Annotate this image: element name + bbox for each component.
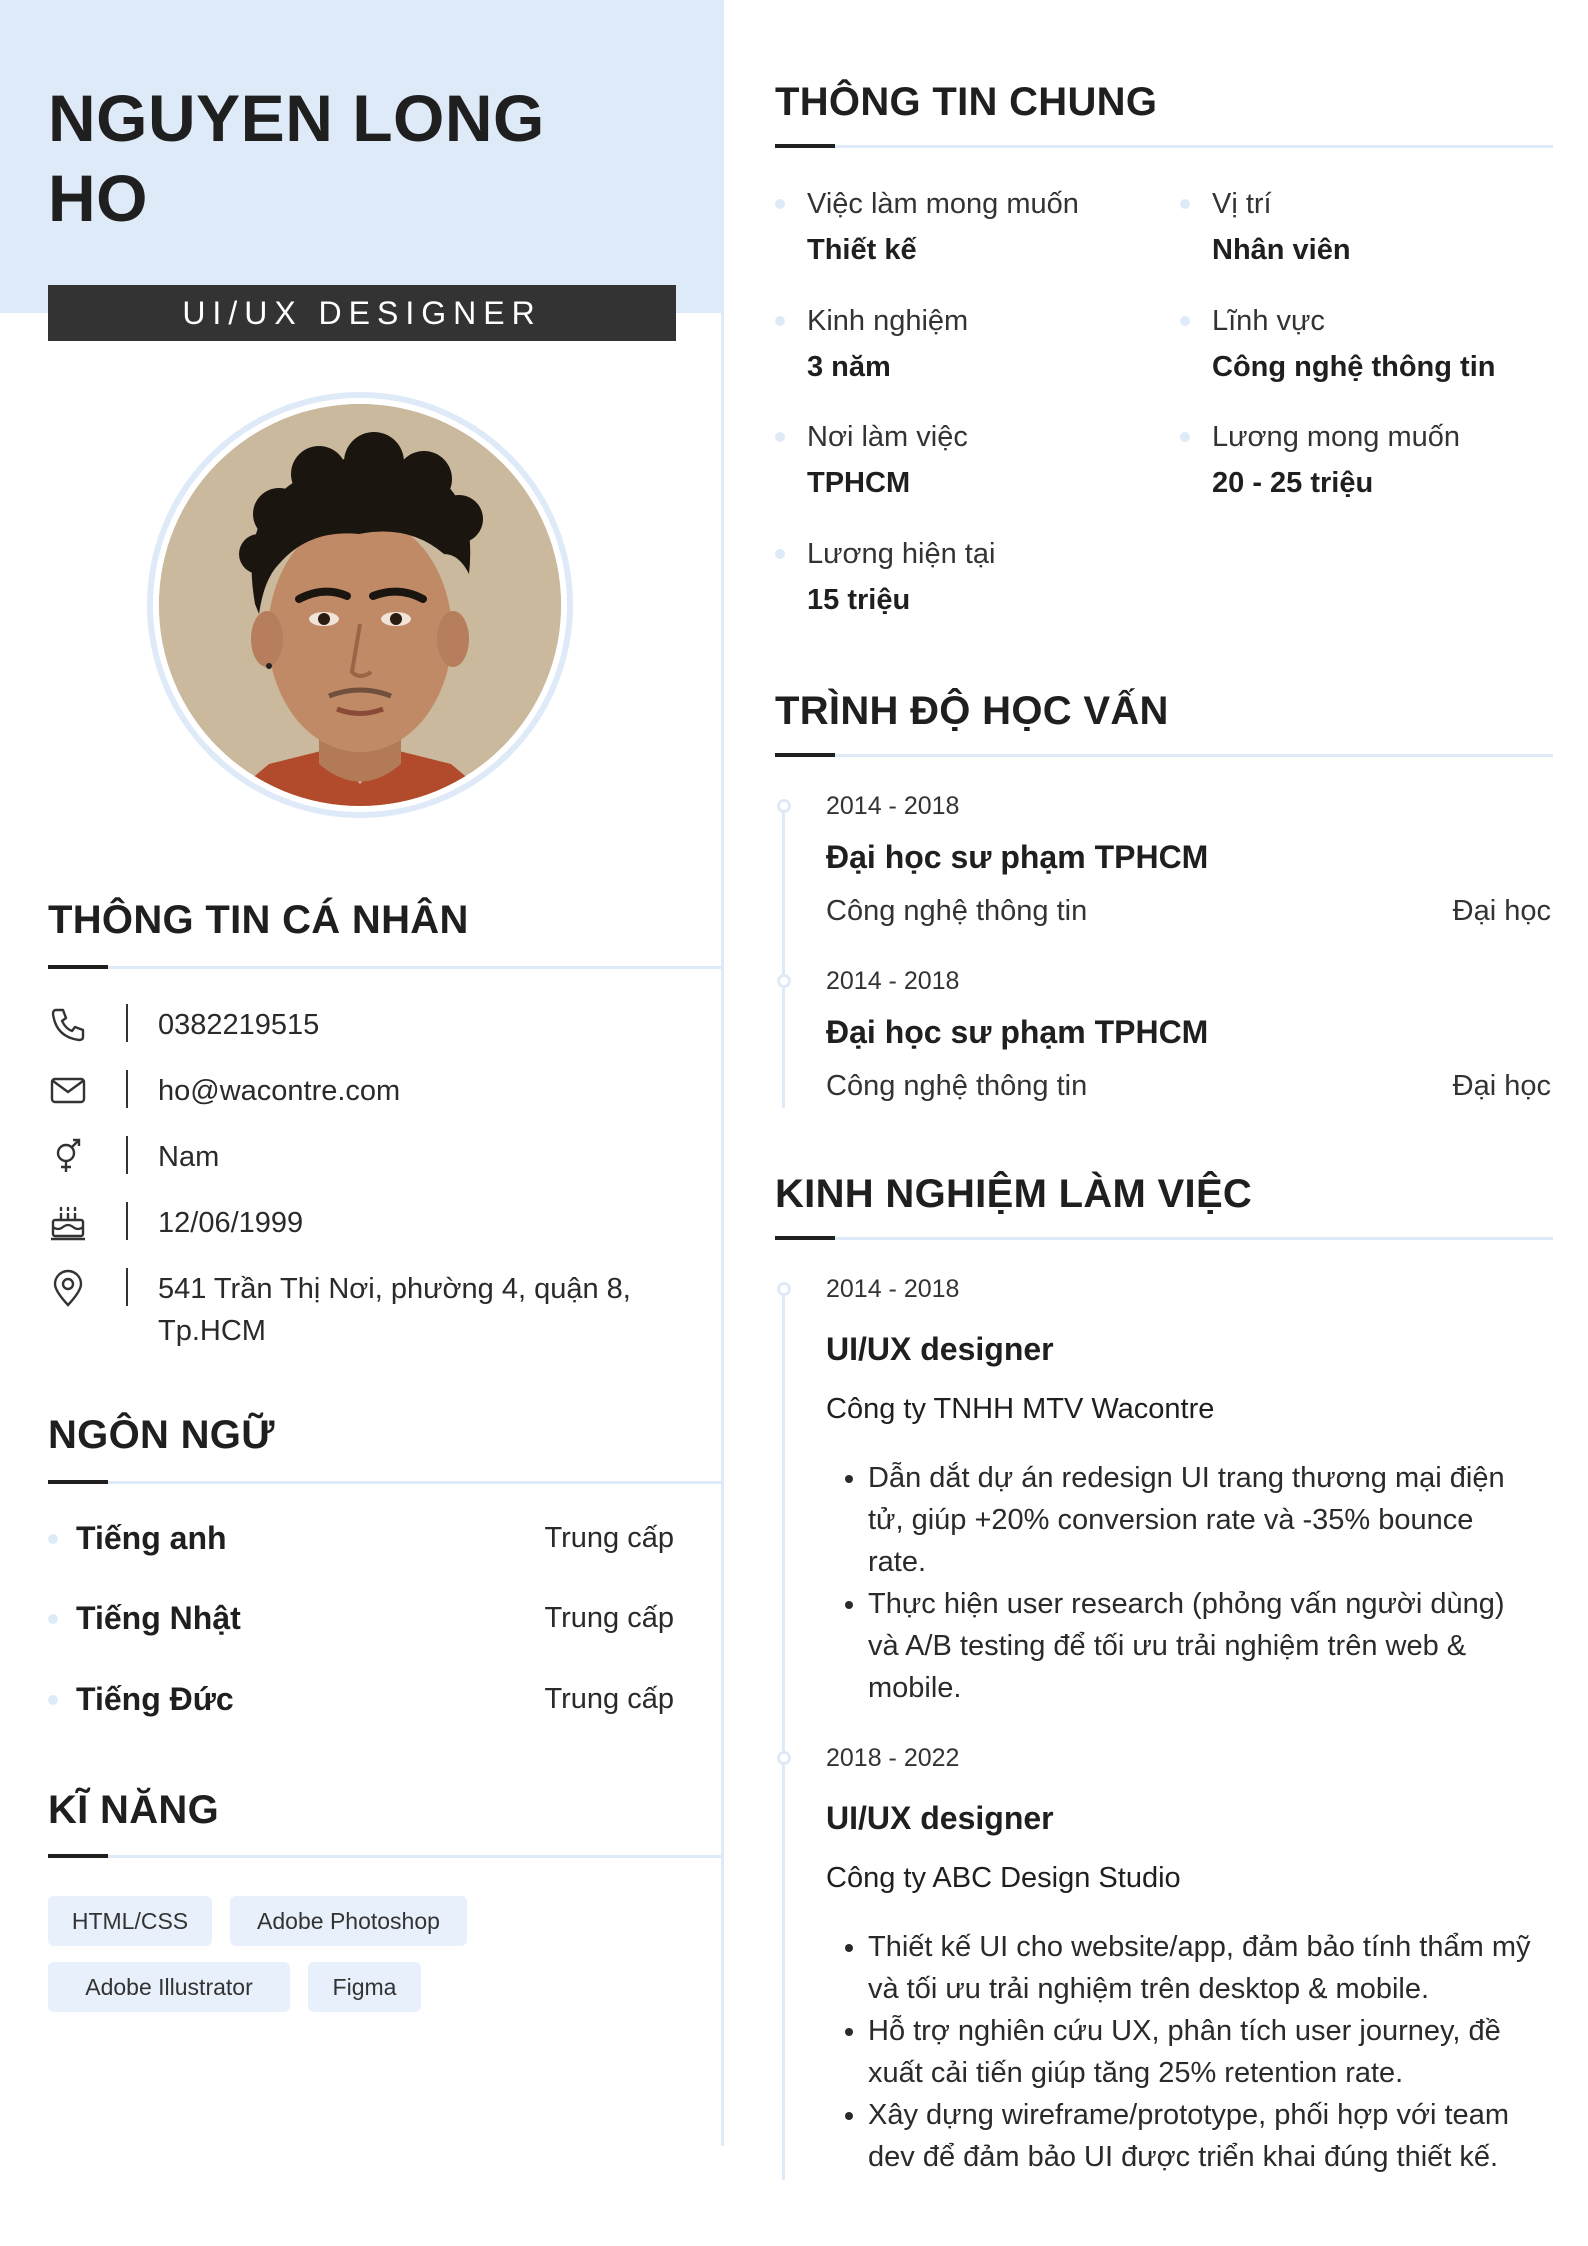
education-degree: Đại học — [1452, 1070, 1551, 1102]
info-desired-salary — [1212, 417, 1460, 500]
info-value: 3 năm — [807, 351, 891, 383]
skill-chip: Adobe Photoshop — [230, 1896, 467, 1946]
education-period: 2014 - 2018 — [826, 967, 960, 995]
candidate-name — [48, 78, 545, 238]
name-line-2: HO — [48, 161, 148, 235]
contact-email — [48, 1070, 668, 1112]
address-line-2: Tp.HCM — [158, 1315, 266, 1347]
address-value — [158, 1268, 631, 1352]
education-school: Đại học sư phạm TPHCM — [826, 839, 1209, 875]
contact-phone — [48, 1004, 668, 1046]
info-value: 20 - 25 triệu — [1212, 467, 1374, 499]
info-position — [1212, 184, 1351, 267]
separator — [126, 1070, 128, 1108]
separator — [126, 1202, 128, 1240]
language-item — [48, 1520, 674, 1557]
separator — [126, 1268, 128, 1306]
section-rule — [775, 754, 1553, 757]
skill-chip: Figma — [308, 1962, 421, 2012]
info-value: 15 triệu — [807, 584, 911, 616]
email-value: ho@wacontre.com — [158, 1075, 401, 1107]
section-rule-accent — [48, 1480, 108, 1484]
experience-period: 2014 - 2018 — [826, 1275, 960, 1303]
info-label: Lương mong muốn — [1212, 417, 1460, 457]
languages-heading: NGÔN NGỮ — [48, 1413, 275, 1457]
job-title-bar — [48, 285, 676, 341]
info-label: Nơi làm việc — [807, 417, 968, 457]
section-rule-accent — [48, 1854, 108, 1858]
language-level: Trung cấp — [544, 1522, 674, 1554]
contact-gender — [48, 1136, 668, 1178]
info-current-salary — [807, 534, 995, 617]
experience-company: Công ty ABC Design Studio — [826, 1862, 1181, 1894]
personal-info-heading: THÔNG TIN CÁ NHÂN — [48, 898, 469, 942]
gender-value: Nam — [158, 1141, 220, 1173]
info-label: Lương hiện tại — [807, 534, 995, 574]
section-rule — [48, 1481, 724, 1484]
education-heading: TRÌNH ĐỘ HỌC VẤN — [775, 689, 1169, 733]
section-rule — [48, 1855, 724, 1858]
experience-bullet: • Xây dựng wireframe/prototype, phối hợp với team dev để đảm bảo UI được triển khai đúng thiết kế. — [868, 2094, 1538, 2178]
info-value: Nhân viên — [1212, 234, 1351, 266]
info-value: Thiết kế — [807, 234, 917, 266]
info-value: Công nghệ thông tin — [1212, 351, 1496, 383]
timeline-dot — [777, 1282, 791, 1296]
mail-icon — [48, 1070, 88, 1110]
experience-bullet: • Thực hiện user research (phỏng vấn người dùng) và A/B testing để tối ưu trải nghiệm trên web & mobile. — [868, 1583, 1538, 1709]
column-divider — [721, 0, 724, 2146]
experience-heading: KINH NGHIỆM LÀM VIỆC — [775, 1172, 1253, 1216]
timeline-dot — [777, 1751, 791, 1765]
language-name: Tiếng anh — [48, 1520, 227, 1557]
experience-bullet: • Thiết kế UI cho website/app, đảm bảo tính thẩm mỹ và tối ưu trải nghiệm trên desktop & mobile. — [868, 1926, 1538, 2010]
info-desired-job — [807, 184, 1079, 267]
info-label: Việc làm mong muốn — [807, 184, 1079, 224]
education-major: Công nghệ thông tin — [826, 1070, 1088, 1102]
language-level: Trung cấp — [544, 1683, 674, 1715]
skill-chip: HTML/CSS — [48, 1896, 212, 1946]
section-rule-accent — [775, 1236, 835, 1240]
info-experience — [807, 301, 968, 384]
info-value: TPHCM — [807, 467, 911, 499]
language-level: Trung cấp — [544, 1602, 674, 1634]
experience-bullets — [826, 1457, 1538, 1709]
info-field — [1212, 301, 1495, 384]
language-name: Tiếng Nhật — [48, 1600, 241, 1637]
education-timeline — [782, 808, 785, 1108]
portrait-illustration — [159, 404, 561, 806]
language-item — [48, 1600, 674, 1637]
separator — [126, 1136, 128, 1174]
education-major: Công nghệ thông tin — [826, 895, 1088, 927]
language-name: Tiếng Đức — [48, 1681, 234, 1718]
experience-bullet: • Hỗ trợ nghiên cứu UX, phân tích user journey, đề xuất cải tiến giúp tăng 25% retention rate. — [868, 2010, 1538, 2094]
education-school: Đại học sư phạm TPHCM — [826, 1014, 1209, 1050]
info-workplace — [807, 417, 968, 500]
job-title: UI/UX DESIGNER — [182, 294, 542, 331]
section-rule-accent — [775, 144, 835, 148]
section-rule-accent — [775, 753, 835, 757]
experience-position: UI/UX designer — [826, 1331, 1054, 1367]
language-item — [48, 1681, 674, 1718]
name-line-1: NGUYEN LONG — [48, 81, 545, 155]
phone-value: 0382219515 — [158, 1009, 320, 1041]
experience-position: UI/UX designer — [826, 1800, 1054, 1836]
experience-timeline — [782, 1290, 785, 2180]
education-period: 2014 - 2018 — [826, 792, 960, 820]
separator — [126, 1004, 128, 1042]
section-rule — [775, 145, 1553, 148]
location-pin-icon — [48, 1268, 88, 1308]
skills-heading: KĨ NĂNG — [48, 1788, 219, 1832]
timeline-dot — [777, 799, 791, 813]
avatar — [147, 392, 573, 818]
general-info-heading: THÔNG TIN CHUNG — [775, 80, 1158, 124]
info-label: Kinh nghiệm — [807, 301, 968, 341]
skill-chip: Adobe Illustrator — [48, 1962, 290, 2012]
info-label: Lĩnh vực — [1212, 301, 1495, 341]
gender-icon — [48, 1136, 88, 1176]
section-rule-accent — [48, 965, 108, 969]
birthday-value: 12/06/1999 — [158, 1207, 304, 1239]
phone-icon — [48, 1004, 88, 1044]
experience-bullets — [826, 1926, 1538, 2178]
info-label: Vị trí — [1212, 184, 1351, 224]
contact-birthday — [48, 1202, 668, 1244]
contact-address — [48, 1268, 668, 1352]
experience-bullet: • Dẫn dắt dự án redesign UI trang thương mại điện tử, giúp +20% conversion rate và -35% bounce rate. — [868, 1457, 1538, 1583]
timeline-dot — [777, 974, 791, 988]
experience-company: Công ty TNHH MTV Wacontre — [826, 1393, 1215, 1425]
birthday-cake-icon — [48, 1202, 88, 1242]
education-degree: Đại học — [1452, 895, 1551, 927]
avatar-photo — [159, 404, 561, 806]
address-line-1: 541 Trần Thị Nơi, phường 4, quận 8, — [158, 1273, 631, 1305]
section-rule — [48, 966, 724, 969]
experience-period: 2018 - 2022 — [826, 1744, 960, 1772]
section-rule — [775, 1237, 1553, 1240]
